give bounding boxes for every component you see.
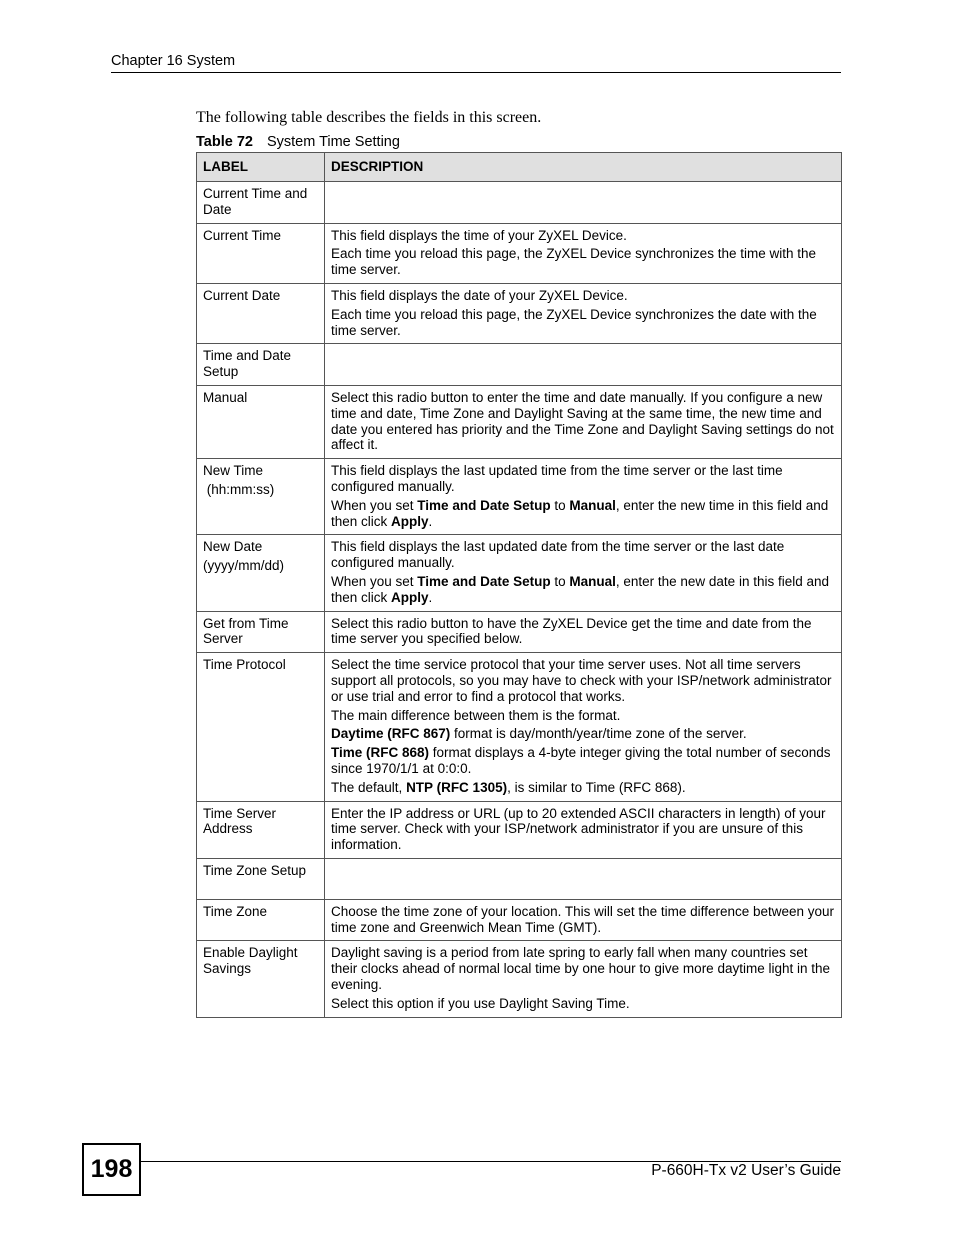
field-label-cell [197,344,325,386]
field-description-cell [325,182,842,224]
field-description-cell [325,899,842,941]
field-description-cell [325,459,842,535]
field-label: Get from Time Server [203,615,293,647]
bold-term: Daytime (RFC 867) [331,726,451,742]
description-text: Each time you reload this page, the ZyXEL Device synchronizes the time with the time server. [331,246,816,278]
description-paragraph [331,574,835,606]
description-paragraph [331,246,835,278]
description-text: Select this radio button to enter the time and date manually. If you configure a new time and date, Time Zone and Daylight Saving at the same time, the new time and date you entered has priority and the Time Zone and Daylight Saving settings do not affect it. [331,389,834,453]
description-text: to [550,573,570,589]
field-description-cell [325,283,842,343]
description-paragraph [331,780,835,796]
description-paragraph [331,745,835,777]
field-label: Time Zone Setup [203,862,307,878]
table-row [197,344,842,386]
field-description-cell [325,385,842,458]
description-paragraph [331,307,835,339]
bold-term: Manual [569,497,616,513]
description-text: This field displays the time of your ZyXEL Device. [331,227,627,243]
description-text: Each time you reload this page, the ZyXEL Device synchronizes the date with the time server. [331,306,817,338]
field-description-cell [325,344,842,386]
field-label-cell [197,653,325,801]
description-text: Choose the time zone of your location. This will set the time difference between your time zone and Greenwich Mean Time (GMT). [331,903,835,935]
description-paragraph [331,904,835,936]
field-description-cell [325,801,842,858]
description-text: to [550,497,570,513]
field-label-cell [197,223,325,283]
field-label-cell [197,182,325,224]
field-label: New Date [203,539,263,555]
bold-term: Time and Date Setup [417,573,551,589]
bold-term: Manual [569,573,616,589]
description-text: The default, [331,779,407,795]
field-description-cell [325,941,842,1017]
page-number: 198 [82,1143,141,1196]
field-description-cell [325,858,842,899]
description-text: Select this option if you use Daylight Saving Time. [331,995,630,1011]
table-row [197,611,842,653]
description-paragraph [331,288,835,304]
table-row [197,899,842,941]
intro-text: The following table describes the fields in this screen. [196,109,542,126]
field-label: Time Server Address [203,805,280,837]
table-title: System Time Setting [266,134,400,150]
description-paragraph [331,463,835,495]
description-text: . [428,589,433,605]
description-paragraph [331,806,835,853]
description-paragraph [331,539,835,571]
table-header-row [197,153,842,182]
description-paragraph [331,616,835,648]
field-label-cell [197,535,325,611]
field-label: (yyyy/mm/dd) [203,558,284,574]
field-label-cell [197,611,325,653]
table-number: Table 72 [196,134,253,150]
description-text: This field displays the date of your ZyXEL Device. [331,287,628,303]
field-label: Current Date [203,287,281,303]
description-paragraph [331,228,835,244]
guide-title: P-660H-Tx v2 User’s Guide [651,1162,841,1179]
description-paragraph [331,708,835,724]
description-paragraph [331,498,835,530]
field-description-cell [325,653,842,801]
table-row [197,385,842,458]
label-column-header: LABEL [197,153,325,182]
table-row [197,182,842,224]
field-label: Time and Date Setup [203,348,295,380]
field-label: (hh:mm:ss) [203,481,275,497]
field-label-cell [197,899,325,941]
field-label: Manual [203,389,248,405]
table-row [197,858,842,899]
field-label: Current Time [203,227,282,243]
description-column-header: DESCRIPTION [325,153,842,182]
table-body [197,182,842,1018]
field-description-cell [325,611,842,653]
field-label-cell [197,941,325,1017]
bold-term: Apply [391,589,429,605]
field-label-cell [197,459,325,535]
description-text: This field displays the last updated time from the time server or the last time configured manually. [331,463,783,494]
field-label: Time Zone [203,903,268,919]
description-text: , enter the new date in this field and then click [331,573,829,605]
field-label-cell [197,801,325,858]
description-text: The main difference between them is the format. [331,707,621,723]
description-paragraph [331,390,835,453]
table-caption [196,133,400,151]
description-text: This field displays the last updated date from the time server or the last date configured manually. [331,539,785,571]
description-text: format displays a 4-byte integer giving the total number of seconds since 1970/1/1 at 0:0:0. [331,745,831,776]
table-row [197,941,842,1017]
description-text: , is similar to Time (RFC 868). [507,779,686,795]
field-label-cell [197,385,325,458]
description-paragraph [331,945,835,992]
bold-term: Time (RFC 868) [331,745,430,761]
field-label: Enable Daylight Savings [203,945,302,977]
description-text: Select this radio button to have the ZyXEL Device get the time and date from the time server you specified below. [331,615,812,647]
description-text: Daylight saving is a period from late spring to early fall when many countries set their clocks ahead of normal local time by one hour to give more daytime light in the evening. [331,945,831,993]
description-paragraph [331,726,835,742]
description-text: When you set [331,497,418,513]
description-text: Enter the IP address or URL (up to 20 extended ASCII characters in length) of your time server. Check with your ISP/network administrator if you are unsure of this information. [331,805,826,853]
field-label: Time Protocol [203,657,286,673]
table-row [197,653,842,801]
description-text: Select the time service protocol that your time server uses. Not all time servers support all protocols, so you may have to check with your ISP/network administrator or use trial and error to find a protocol that works. [331,657,832,704]
field-description-cell [325,223,842,283]
bold-term: Apply [391,513,429,529]
system-time-setting-table [196,152,842,1018]
table-row [197,801,842,858]
table-row [197,459,842,535]
bold-term: NTP (RFC 1305) [406,779,508,795]
description-paragraph [331,657,835,704]
field-label-cell [197,858,325,899]
description-text: When you set [331,573,418,589]
bold-term: Time and Date Setup [417,497,551,513]
field-description-cell [325,535,842,611]
description-paragraph [331,996,835,1012]
field-label: New Time [203,463,264,479]
description-text: format is day/month/year/time zone of the server. [450,726,747,742]
table-row [197,535,842,611]
field-label: Current Time and Date [203,186,312,217]
field-label-cell [197,283,325,343]
chapter-header: Chapter 16 System [111,52,841,73]
table-row [197,283,842,343]
description-text: , enter the new time in this field and then click [331,497,829,529]
description-text: . [428,513,433,529]
table-row [197,223,842,283]
